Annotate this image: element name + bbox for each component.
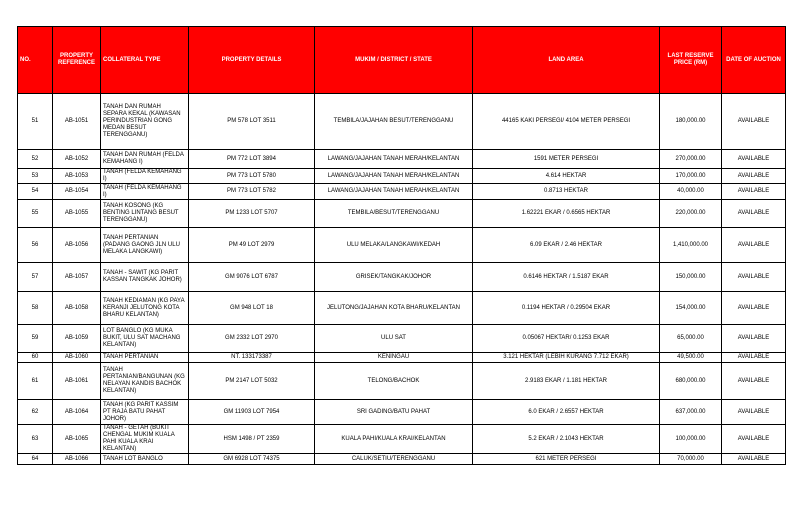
cell-no: 54 xyxy=(18,184,53,200)
cell-collateral-type: TANAH - SAWIT (KG PARIT KASSAN TANGKAK JOHOR) xyxy=(101,263,189,292)
cell-property-reference: AB-1054 xyxy=(53,184,101,200)
cell-reserve-price: 49,500.00 xyxy=(660,353,722,363)
table-row xyxy=(18,353,786,363)
cell-no: 64 xyxy=(18,454,53,465)
cell-location: SRI GADING/BATU PAHAT xyxy=(315,400,473,425)
cell-property-details: GM 2332 LOT 2970 xyxy=(189,325,315,353)
cell-collateral-type: TANAH PERTANIAN xyxy=(101,353,189,363)
cell-reserve-price: 680,000.00 xyxy=(660,363,722,400)
cell-property-reference: AB-1058 xyxy=(53,292,101,325)
cell-land-area: 6.0 EKAR / 2.6557 HEKTAR xyxy=(473,400,660,425)
table-row xyxy=(18,292,786,325)
cell-reserve-price: 220,000.00 xyxy=(660,200,722,228)
cell-no: 52 xyxy=(18,150,53,169)
cell-location: LAWANG/JAJAHAN TANAH MERAH/KELANTAN xyxy=(315,169,473,184)
cell-reserve-price: 65,000.00 xyxy=(660,325,722,353)
header-reserve-price: LAST RESERVE PRICE (RM) xyxy=(660,27,722,94)
cell-location: CALUK/SETIU/TERENGGANU xyxy=(315,454,473,465)
cell-auction-date: AVAILABLE xyxy=(722,454,786,465)
cell-collateral-type: TANAH (FELDA KEMAHANG I) xyxy=(101,169,189,184)
cell-location: KENINGAU xyxy=(315,353,473,363)
cell-property-details: PM 49 LOT 2979 xyxy=(189,228,315,263)
cell-no: 57 xyxy=(18,263,53,292)
cell-property-details: PM 773 LOT 5782 xyxy=(189,184,315,200)
cell-auction-date: AVAILABLE xyxy=(722,228,786,263)
cell-land-area: 0.05067 HEKTAR/ 0.1253 EKAR xyxy=(473,325,660,353)
cell-auction-date: AVAILABLE xyxy=(722,363,786,400)
cell-location: LAWANG/JAJAHAN TANAH MERAH/KELANTAN xyxy=(315,150,473,169)
cell-no: 56 xyxy=(18,228,53,263)
table-row xyxy=(18,150,786,169)
cell-collateral-type: TANAH (FELDA KEMAHANG I) xyxy=(101,184,189,200)
cell-collateral-type: LOT BANGLO (KG MUKA BUKIT, ULU SAT MACHANG KELANTAN) xyxy=(101,325,189,353)
cell-property-details: PM 772 LOT 3894 xyxy=(189,150,315,169)
cell-no: 60 xyxy=(18,353,53,363)
cell-location: TEMBILA/JAJAHAN BESUT/TERENGGANU xyxy=(315,94,473,150)
table-row xyxy=(18,363,786,400)
cell-auction-date: AVAILABLE xyxy=(722,94,786,150)
header-location: MUKIM / DISTRICT / STATE xyxy=(315,27,473,94)
cell-auction-date: AVAILABLE xyxy=(722,325,786,353)
cell-no: 61 xyxy=(18,363,53,400)
table-row xyxy=(18,94,786,150)
cell-no: 63 xyxy=(18,425,53,454)
cell-reserve-price: 100,000.00 xyxy=(660,425,722,454)
cell-property-details: PM 1233 LOT 5707 xyxy=(189,200,315,228)
cell-property-reference: AB-1057 xyxy=(53,263,101,292)
cell-auction-date: AVAILABLE xyxy=(722,292,786,325)
cell-property-details: HSM 1498 / PT 2359 xyxy=(189,425,315,454)
cell-collateral-type: TANAH DAN RUMAH SEPARA KEKAL (KAWASAN PERINDUSTRIAN GONG MEDAN BESUT TERENGGANU) xyxy=(101,94,189,150)
cell-land-area: 4.614 HEKTAR xyxy=(473,169,660,184)
cell-reserve-price: 180,000.00 xyxy=(660,94,722,150)
table-row xyxy=(18,228,786,263)
cell-collateral-type: TANAH PERTANIAN/BANGUNAN (KG NELAYAN KANDIS BACHOK KELANTAN) xyxy=(101,363,189,400)
cell-location: ULU SAT xyxy=(315,325,473,353)
auction-table xyxy=(17,26,786,465)
cell-auction-date: AVAILABLE xyxy=(722,150,786,169)
cell-no: 55 xyxy=(18,200,53,228)
cell-property-details: PM 773 LOT 5780 xyxy=(189,169,315,184)
cell-land-area: 0.1194 HEKTAR / 0.29504 EKAR xyxy=(473,292,660,325)
cell-property-details: GM 9076 LOT 6787 xyxy=(189,263,315,292)
cell-property-reference: AB-1066 xyxy=(53,454,101,465)
cell-auction-date: AVAILABLE xyxy=(722,200,786,228)
cell-property-reference: AB-1053 xyxy=(53,169,101,184)
cell-reserve-price: 154,000.00 xyxy=(660,292,722,325)
cell-auction-date: AVAILABLE xyxy=(722,184,786,200)
cell-location: TELONG/BACHOK xyxy=(315,363,473,400)
cell-land-area: 2.9183 EKAR / 1.181 HEKTAR xyxy=(473,363,660,400)
cell-auction-date: AVAILABLE xyxy=(722,400,786,425)
cell-property-details: GM 948 LOT 18 xyxy=(189,292,315,325)
table-row xyxy=(18,263,786,292)
header-collateral-type: COLLATERAL TYPE xyxy=(101,27,189,94)
table-row xyxy=(18,425,786,454)
cell-reserve-price: 1,410,000.00 xyxy=(660,228,722,263)
cell-reserve-price: 170,000.00 xyxy=(660,169,722,184)
cell-land-area: 5.2 EKAR / 2.1043 HEKTAR xyxy=(473,425,660,454)
cell-property-reference: AB-1052 xyxy=(53,150,101,169)
cell-land-area: 6.09 EKAR / 2.46 HEKTAR xyxy=(473,228,660,263)
cell-property-reference: AB-1061 xyxy=(53,363,101,400)
cell-auction-date: AVAILABLE xyxy=(722,263,786,292)
cell-collateral-type: TANAH - GETAH (BUKIT CHENGAL MUKIM KUALA PAHI KUALA KRAI KELANTAN) xyxy=(101,425,189,454)
cell-reserve-price: 637,000.00 xyxy=(660,400,722,425)
cell-property-details: PM 2147 LOT 5032 xyxy=(189,363,315,400)
header-no: NO. xyxy=(18,27,53,94)
auction-listing-sheet xyxy=(17,26,786,465)
cell-collateral-type: TANAH PERTANIAN (PADANG GAONG JLN ULU MELAKA LANGKAWI) xyxy=(101,228,189,263)
cell-no: 51 xyxy=(18,94,53,150)
cell-property-reference: AB-1064 xyxy=(53,400,101,425)
cell-no: 53 xyxy=(18,169,53,184)
table-row xyxy=(18,200,786,228)
cell-no: 58 xyxy=(18,292,53,325)
header-property-details: PROPERTY DETAILS xyxy=(189,27,315,94)
cell-auction-date: AVAILABLE xyxy=(722,425,786,454)
cell-land-area: 1591 METER PERSEGI xyxy=(473,150,660,169)
cell-reserve-price: 70,000.00 xyxy=(660,454,722,465)
cell-land-area: 44165 KAKI PERSEGI/ 4104 METER PERSEGI xyxy=(473,94,660,150)
cell-property-details: PM 578 LOT 3511 xyxy=(189,94,315,150)
cell-reserve-price: 150,000.00 xyxy=(660,263,722,292)
cell-reserve-price: 40,000.00 xyxy=(660,184,722,200)
cell-property-reference: AB-1060 xyxy=(53,353,101,363)
cell-no: 62 xyxy=(18,400,53,425)
cell-property-reference: AB-1059 xyxy=(53,325,101,353)
cell-property-reference: AB-1055 xyxy=(53,200,101,228)
cell-property-details: GM 11903 LOT 7954 xyxy=(189,400,315,425)
cell-collateral-type: TANAH KOSONG (KG BENTING LINTANG BESUT TERENGGANU) xyxy=(101,200,189,228)
header-land-area: LAND AREA xyxy=(473,27,660,94)
cell-land-area: 0.6146 HEKTAR / 1.5187 EKAR xyxy=(473,263,660,292)
header-auction-date: DATE OF AUCTION xyxy=(722,27,786,94)
cell-land-area: 0.8713 HEKTAR xyxy=(473,184,660,200)
cell-collateral-type: TANAH (KG PARIT KASSIM PT RAJA BATU PAHAT JOHOR) xyxy=(101,400,189,425)
table-row xyxy=(18,325,786,353)
table-row xyxy=(18,184,786,200)
cell-location: KUALA PAHI/KUALA KRAI/KELANTAN xyxy=(315,425,473,454)
header-property-reference: PROPERTY REFERENCE xyxy=(53,27,101,94)
cell-location: ULU MELAKA/LANGKAWI/KEDAH xyxy=(315,228,473,263)
cell-reserve-price: 270,000.00 xyxy=(660,150,722,169)
cell-location: LAWANG/JAJAHAN TANAH MERAH/KELANTAN xyxy=(315,184,473,200)
cell-location: GRISEK/TANGKAK/JOHOR xyxy=(315,263,473,292)
cell-property-details: GM 6928 LOT 74375 xyxy=(189,454,315,465)
header-row xyxy=(18,27,786,94)
cell-collateral-type: TANAH DAN RUMAH (FELDA KEMAHANG I) xyxy=(101,150,189,169)
cell-auction-date: AVAILABLE xyxy=(722,169,786,184)
cell-land-area: 1.62221 EKAR / 0.6565 HEKTAR xyxy=(473,200,660,228)
cell-collateral-type: TANAH LOT BANGLO xyxy=(101,454,189,465)
cell-property-reference: AB-1051 xyxy=(53,94,101,150)
cell-location: TEMBILA/BESUT/TERENGGANU xyxy=(315,200,473,228)
cell-land-area: 3.121 HEKTAR (LEBIH KURANG 7.712 EKAR) xyxy=(473,353,660,363)
cell-collateral-type: TANAH KEDIAMAN (KG PAYA KERANJI JELUTONG KOTA BHARU KELANTAN) xyxy=(101,292,189,325)
cell-property-reference: AB-1056 xyxy=(53,228,101,263)
table-row xyxy=(18,169,786,184)
table-row xyxy=(18,400,786,425)
cell-auction-date: AVAILABLE xyxy=(722,353,786,363)
cell-no: 59 xyxy=(18,325,53,353)
cell-property-reference: AB-1065 xyxy=(53,425,101,454)
table-row xyxy=(18,454,786,465)
cell-location: JELUTONG/JAJAHAN KOTA BHARU/KELANTAN xyxy=(315,292,473,325)
cell-property-details: NT. 133173387 xyxy=(189,353,315,363)
cell-land-area: 621 METER PERSEGI xyxy=(473,454,660,465)
